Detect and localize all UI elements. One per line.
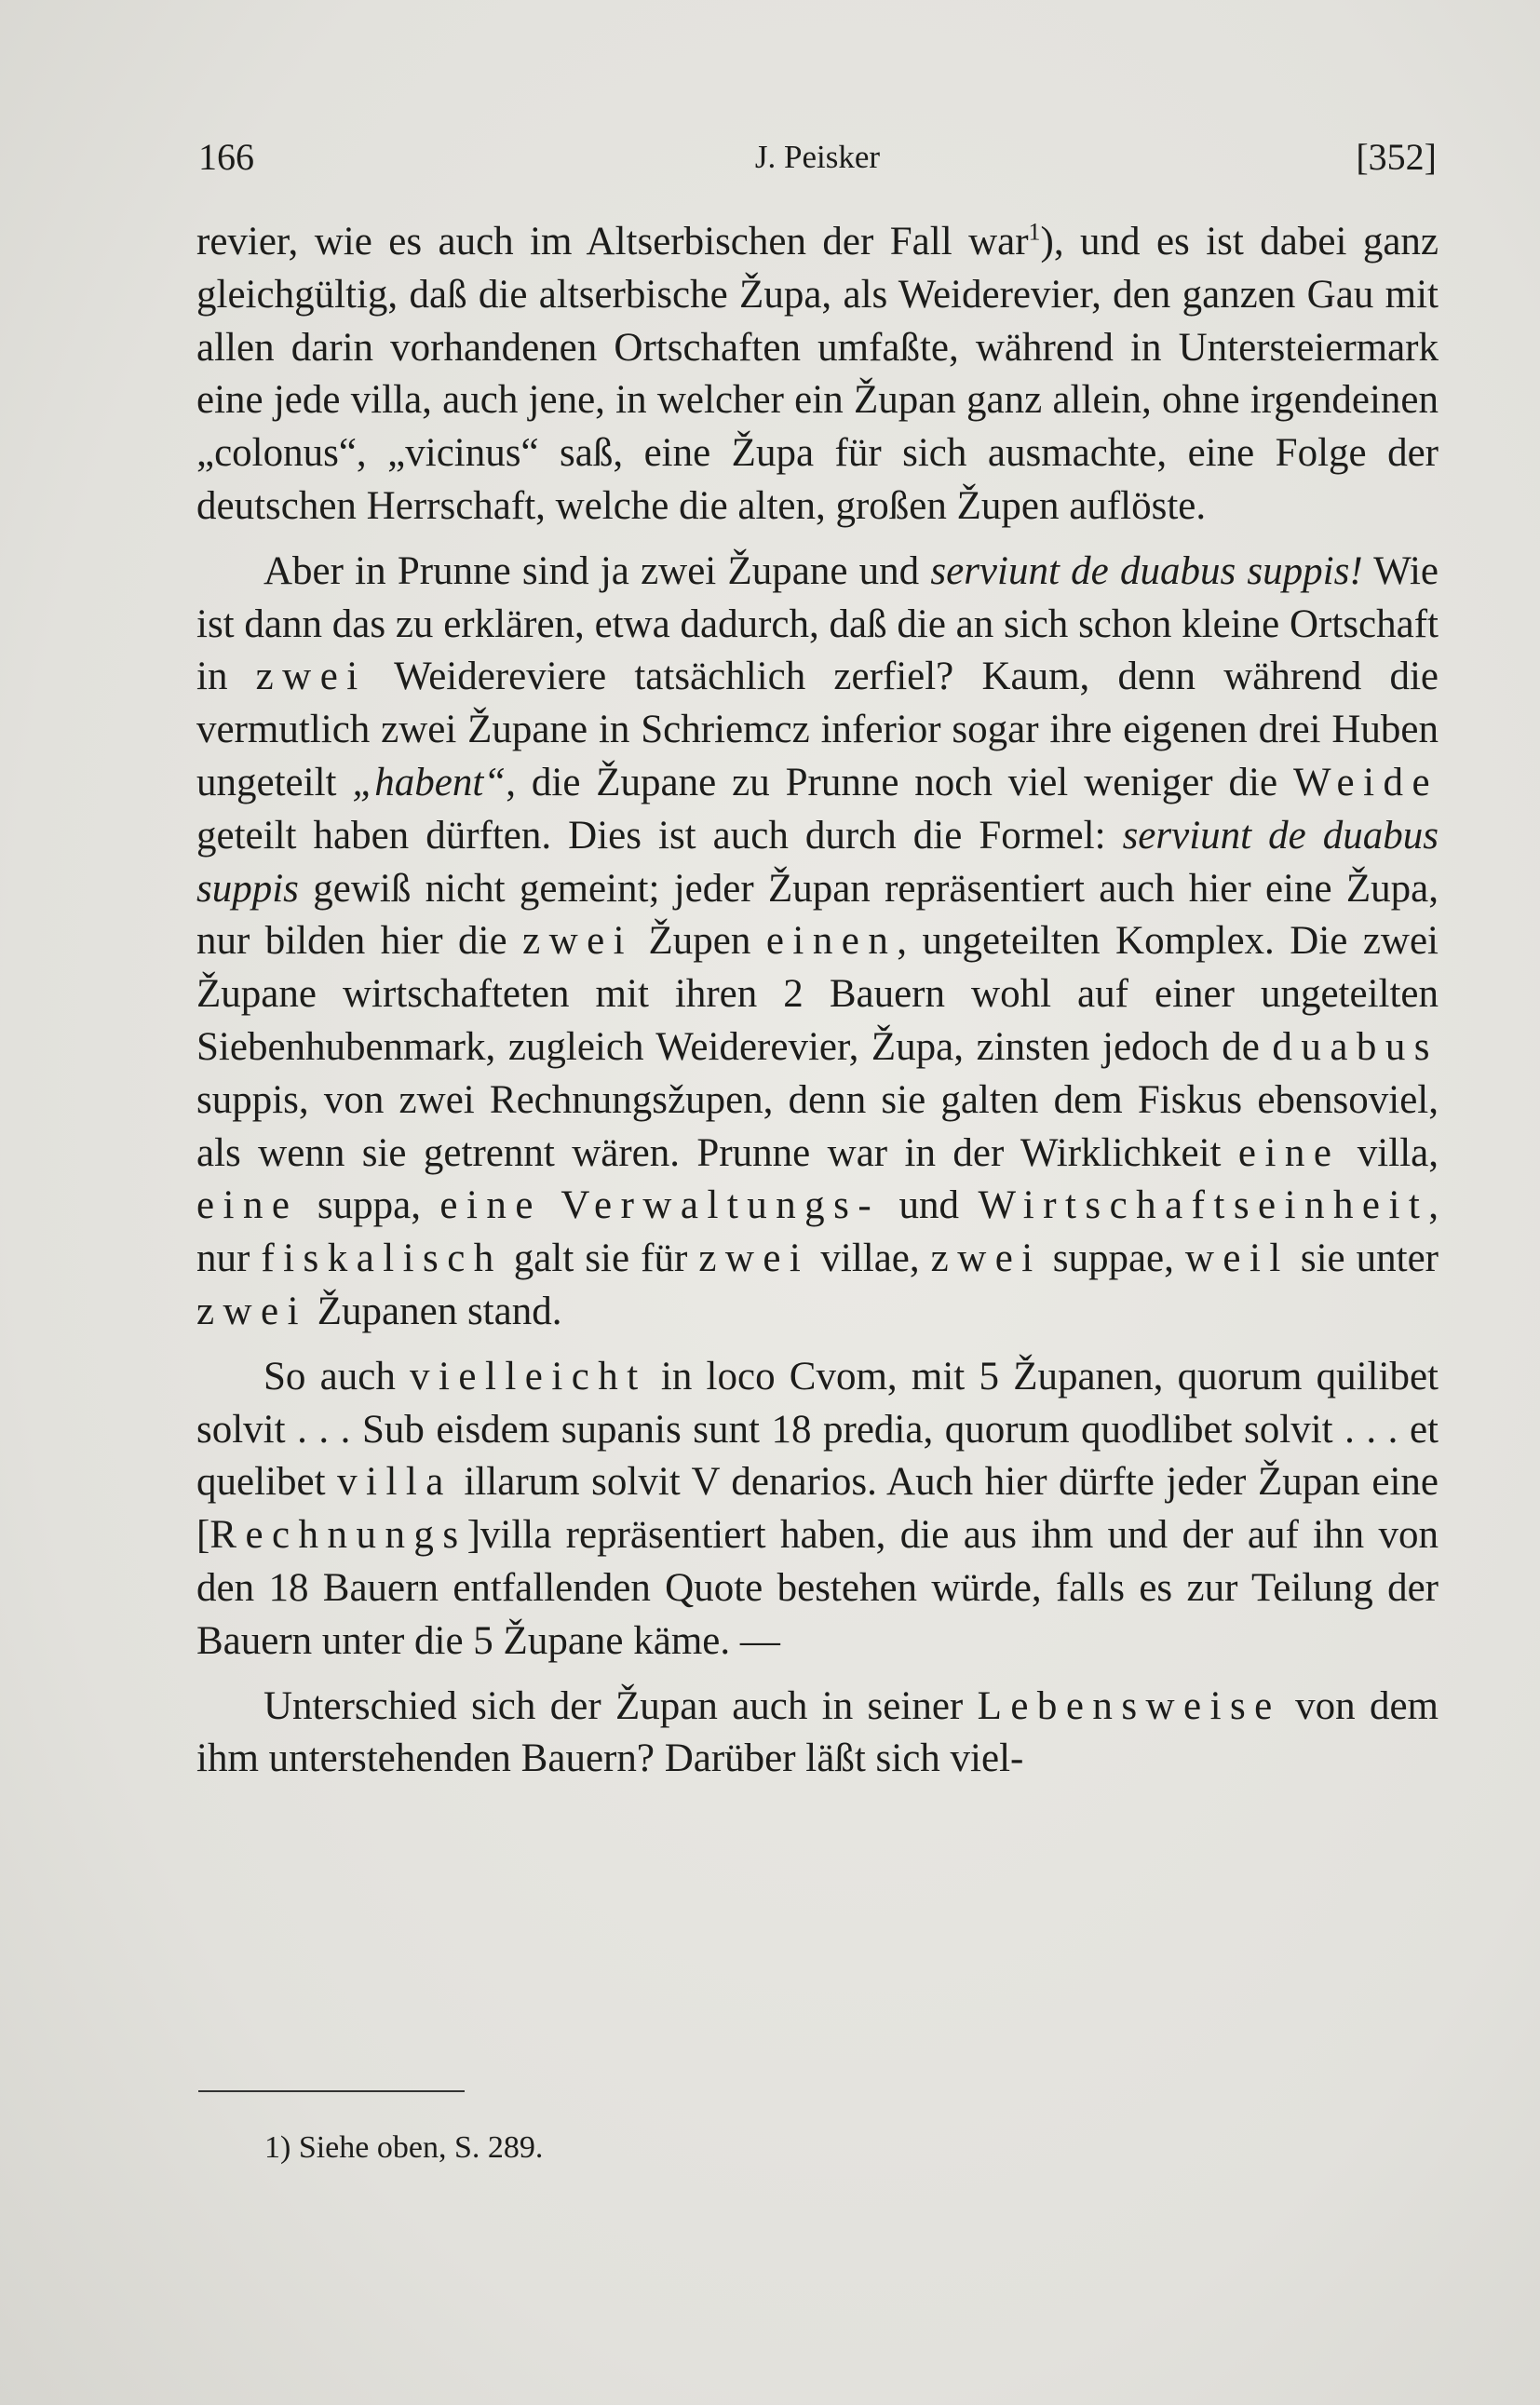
paragraph-1: revier, wie es auch im Altserbischen der Fall war$^1$), und es ist dabei ganz gleichgültig, daß die altserbische Župa, als Weiderevier, den ganzen Gau mit allen darin vorhandenen Ortschaften umfaßte, während in Untersteiermark eine jede villa, auch jene, in welcher ein Župan ganz allein, ohne irgendeinen „colonus“, „vicinus“ saß, eine Župa für sich ausmachte, eine Folge der deutschen Herrschaft, welche die alten, großen Župen auflöste.	[196, 218, 1439, 528]
paragraph-3: So auch vielleicht in loco Cvom, mit 5 Županen, quorum quilibet solvit . . . Sub eisdem supanis sunt 18 predia, quorum quodlibet solvit . . . et quelibet villa illarum solvit V denarios. Auch hier dürfte jeder Župan eine [Rechnungs]villa repräsentiert haben, die aus ihm und der auf ihn von den 18 Bauern entfallenden Quote bestehen würde, falls es zur Teilung der Bauern unter die 5 Župane käme. —	[196, 1354, 1439, 1663]
paragraph-2: Aber in Prunne sind ja zwei Župane und serviunt de duabus suppis! Wie ist dann das zu erklären, etwa dadurch, daß die an sich schon kleine Ortschaft in zwei Weidereviere tatsächlich zerfiel? Kaum, denn während die vermutlich zwei Župane in Schriemcz inferior sogar ihre eigenen drei Huben ungeteilt „habent“, die Župane zu Prunne noch viel weniger die Weide geteilt haben dürften. Dies ist auch durch die Formel: serviunt de duabus suppis gewiß nicht gemeint; jeder Župan repräsentiert auch hier eine Župa, nur bilden hier die zwei Župen einen, ungeteilten Komplex. Die zwei Župane wirtschafteten mit ihren 2 Bauern wohl auf einer ungeteilten Siebenhubenmark, zugleich Weiderevier, Župa, zinsten jedoch de duabus suppis, von zwei Rechnungsžupen, denn sie galten dem Fiskus ebensoviel, als wenn sie getrennt wären. Prunne war in der Wirklichkeit eine villa, eine suppa, eine Verwaltungs- und Wirtschaftseinheit, nur fiskalisch galt sie für zwei villae, zwei suppae, weil sie unter zwei Županen stand.	[196, 548, 1439, 1333]
body-text	[196, 216, 1439, 1786]
running-header	[198, 135, 1437, 191]
paragraph-4: Unterschied sich der Župan auch in seiner Lebensweise von dem ihm unterstehenden Bauern? Darüber läßt sich viel-	[196, 1683, 1439, 1781]
footnote: 1) Siehe oben, S. 289.	[264, 2130, 544, 2165]
page-number: 166	[198, 136, 254, 178]
footnote-separator	[198, 2090, 465, 2092]
running-title-author: J. Peisker	[754, 139, 881, 175]
footnote-marker[interactable]: 1	[1028, 218, 1041, 246]
original-page-number: [352]	[1356, 136, 1437, 178]
